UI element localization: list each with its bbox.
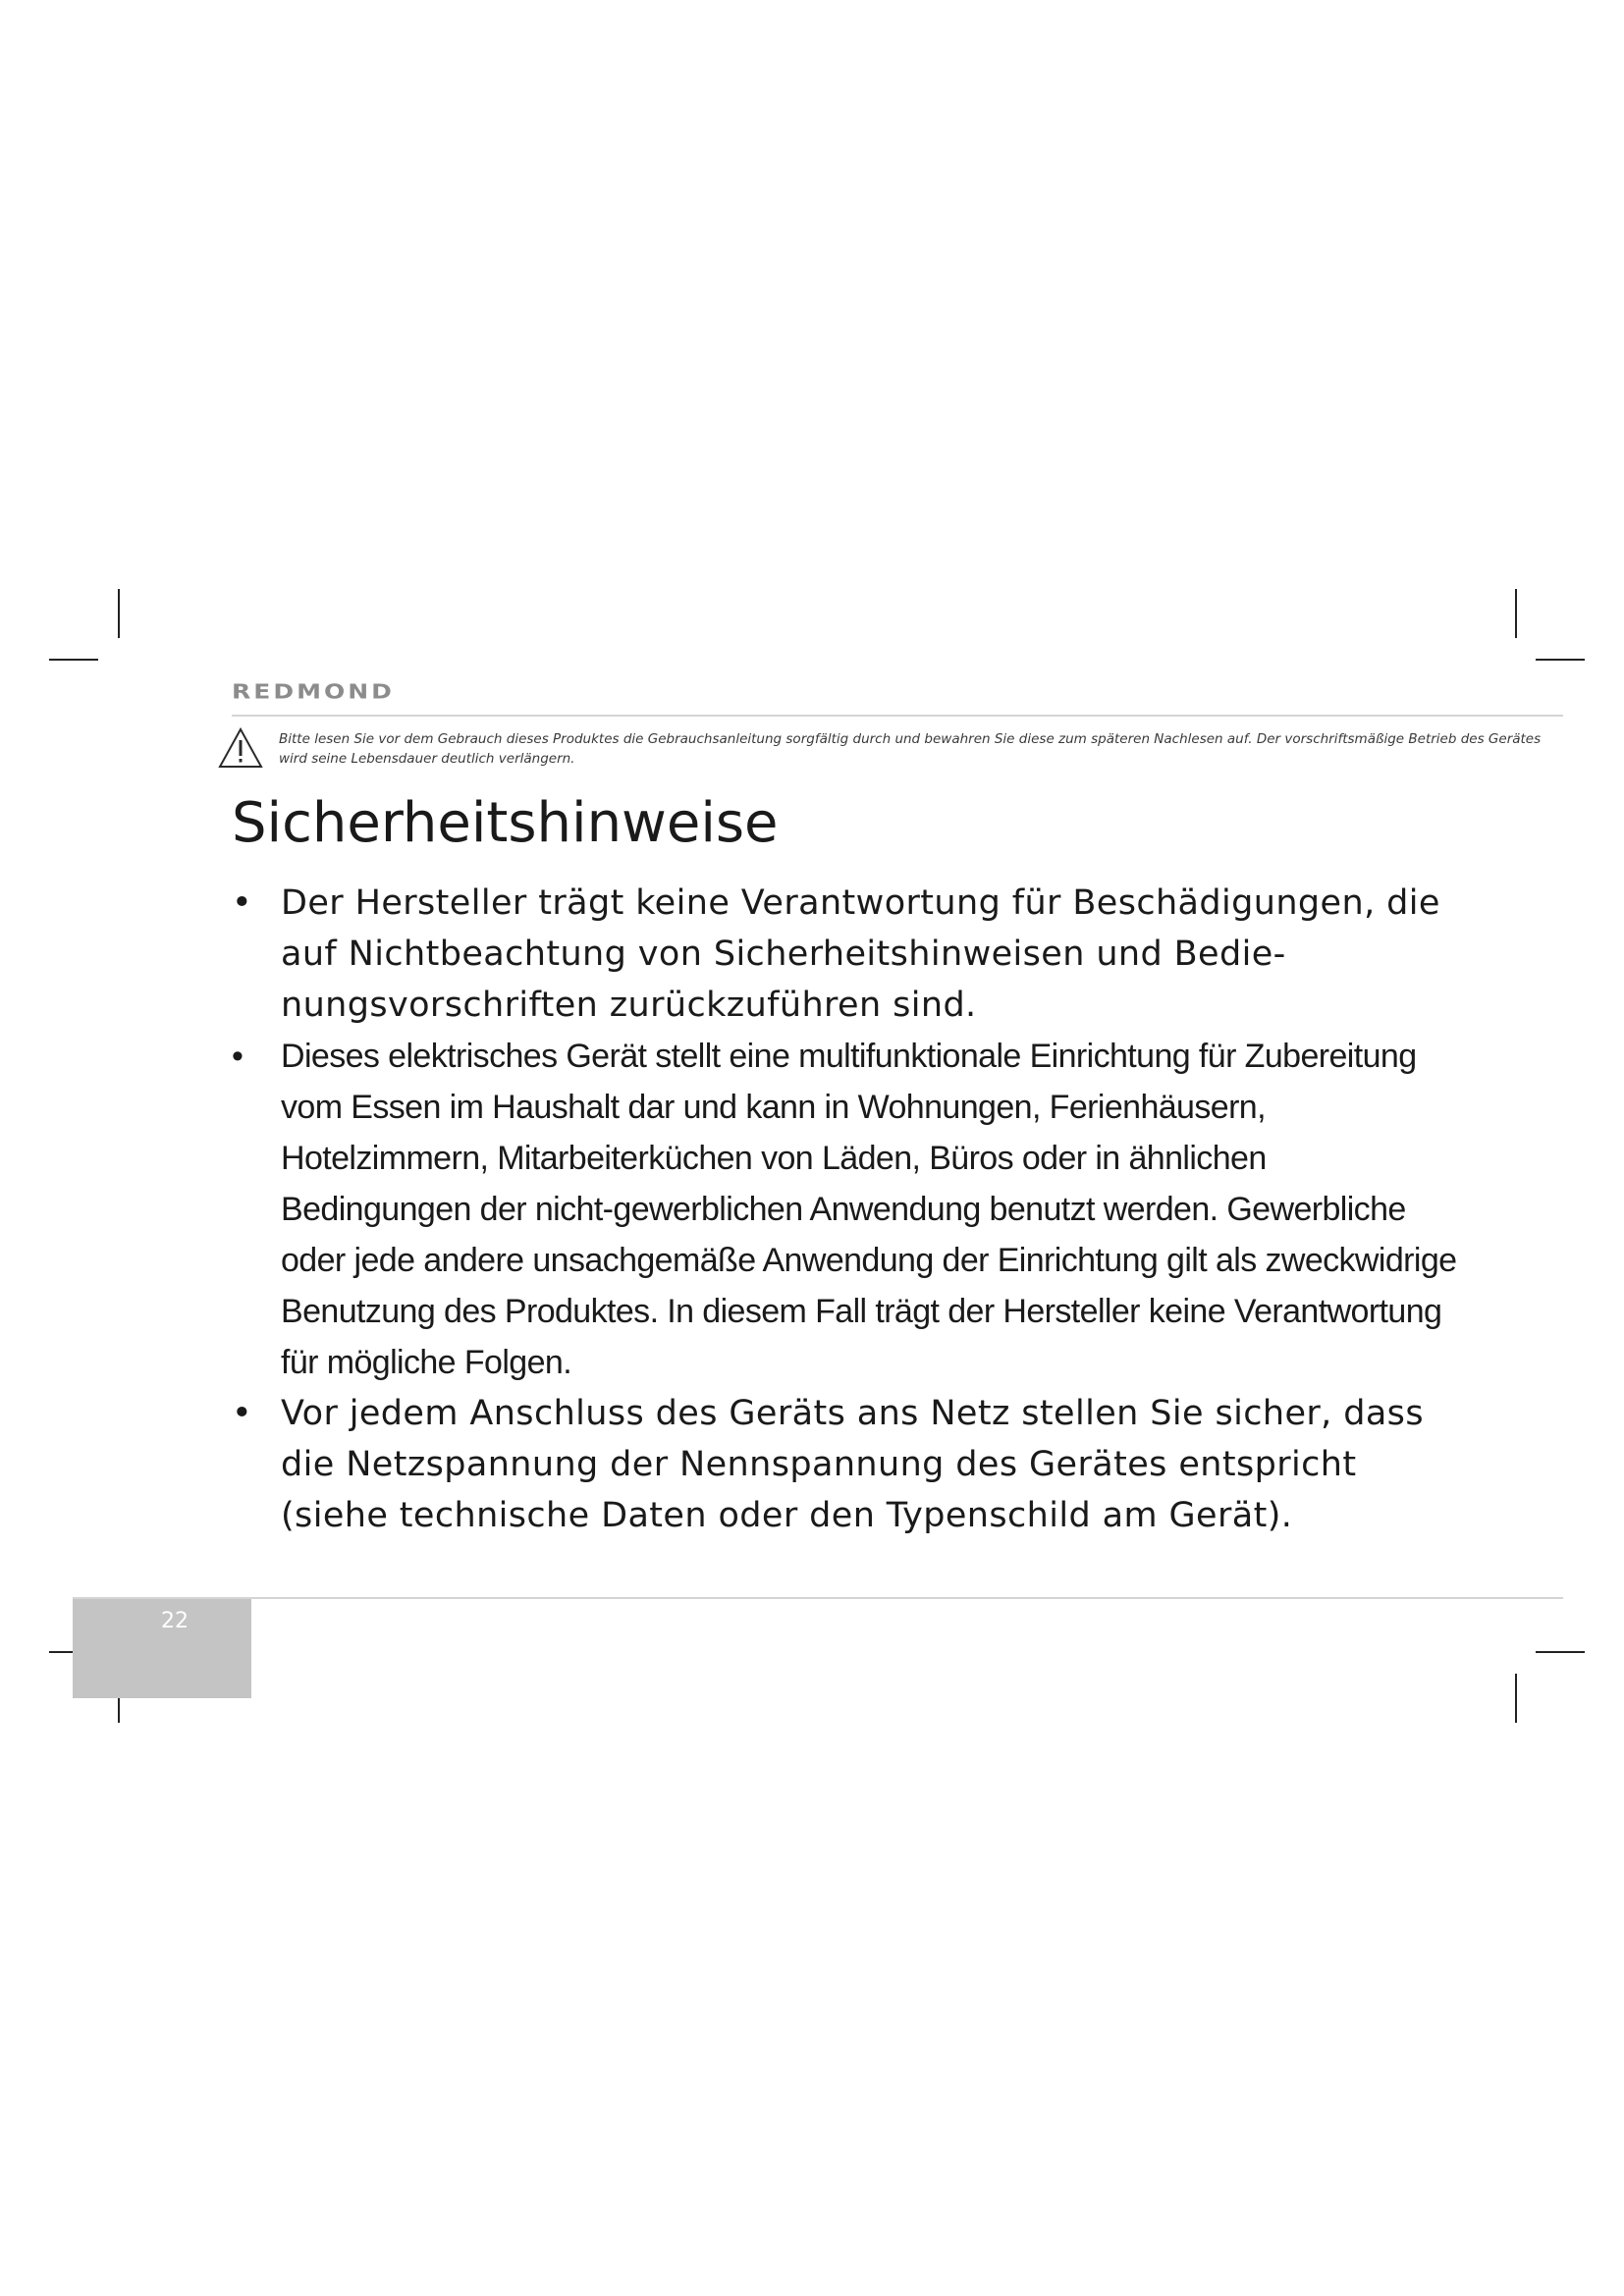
warning-note: Bitte lesen Sie vor dem Gebrauch dieses Produktes die Gebrauchsanleitung sorgfältig durch und bewahren Sie diese zum späteren Nachlesen auf. Der vorschriftsmäßige Betrieb des Gerätes wird seine Lebensdauer deutlich verlängern. [279, 731, 1542, 767]
page-title: Sicherheitshinweise [232, 791, 779, 855]
page-number: 22 [161, 1609, 189, 1633]
warning-triangle-icon [218, 727, 263, 769]
crop-mark-top-left-horizontal [49, 659, 98, 661]
crop-mark-top-right-horizontal [1536, 659, 1585, 661]
crop-mark-bottom-right-vertical [1515, 1674, 1517, 1723]
crop-mark-top-left-vertical [118, 589, 120, 638]
brand-logo: REDMOND [232, 680, 395, 704]
crop-mark-top-right-vertical [1515, 589, 1517, 638]
safety-instructions-list [232, 878, 1459, 1541]
list-item: • Vor jedem Anschluss des Geräts ans Netz stellen Sie sicher, dass die Netzspannung der Nennspannung des Gerätes entspricht (siehe technische Daten oder den Typenschild am Gerät). [232, 1388, 1459, 1541]
list-item: • Dieses elektrisches Gerät stellt eine multifunktionale Einrichtung für Zubereitung vom Essen im Haushalt dar und kann in Wohnungen, Ferienhäusern, Hotelzimmern, Mitarbeiterküchen von Läden, Büros oder in ähnlichen Bedingungen der nicht-gewerblichen Anwendung benutzt werden. Gewerbliche oder jede andere unsachgemäße Anwendung der Einrichtung gilt als zweckwidrige Benutzung des Produktes. In diesem Fall trägt der Hersteller keine Verantwortung für mögliche Folgen. [232, 1031, 1459, 1388]
footer-divider [73, 1597, 1563, 1599]
header-divider [232, 715, 1563, 717]
crop-mark-bottom-right-horizontal [1536, 1651, 1585, 1653]
list-item: • Der Hersteller trägt keine Verantwortung für Beschädigungen, die auf Nichtbeachtung von Sicherheitshinweisen und Bedienungsvorschriften zurückzuführen sind. [232, 878, 1459, 1031]
